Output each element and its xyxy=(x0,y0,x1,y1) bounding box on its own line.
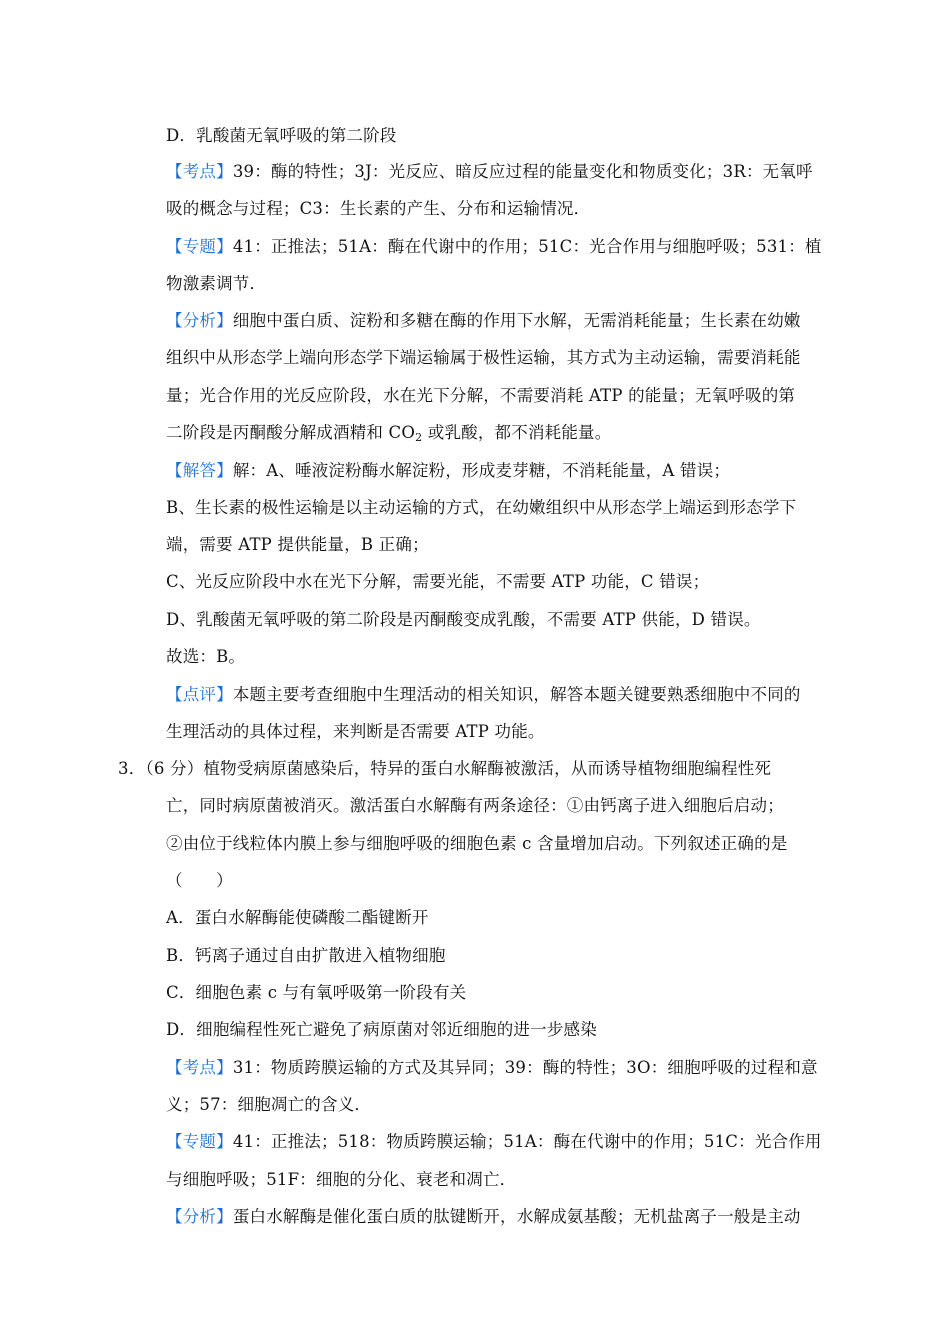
jieda-tag: 【解答】 xyxy=(166,461,233,480)
text-line: 与细胞呼吸；51F：细胞的分化、衰老和凋亡． xyxy=(166,1170,517,1189)
fenxi-line: 【分析】蛋白水解酶是催化蛋白质的肽键断开，水解成氨基酸；无机盐离子一般是主动 xyxy=(166,1207,801,1226)
kaodian-tag: 【考点】 xyxy=(166,1058,233,1077)
option-a: A．蛋白水解酶能使磷酸二酯键断开 xyxy=(166,908,429,927)
text-line: 亡，同时病原菌被消灭。激活蛋白水解酶有两条途径：①由钙离子进入细胞后启动； xyxy=(166,796,784,815)
text-line: B、生长素的极性运输是以主动运输的方式，在幼嫩组织中从形态学上端运到形态学下 xyxy=(166,498,797,517)
dianping-tag: 【点评】 xyxy=(166,685,233,704)
text-line: 二阶段是丙酮酸分解成酒精和 $CO_2$ 或乳酸，都不消耗能量。 xyxy=(166,423,612,444)
text-line: 物激素调节． xyxy=(166,274,267,293)
text-line: 组织中从形态学上端向形态学下端运输属于极性运输，其方式为主动运输，需要消耗能 xyxy=(166,348,801,367)
text-line: 生理活动的具体过程，来判断是否需要 ATP 功能。 xyxy=(166,722,545,741)
text-line: 义；57：细胞凋亡的含义． xyxy=(166,1095,372,1114)
fenxi-tag: 【分析】 xyxy=(166,1207,233,1226)
answer-line: 故选：B。 xyxy=(166,647,246,666)
text-line: D、乳酸菌无氧呼吸的第二阶段是丙酮酸变成乳酸，不需要 ATP 供能，D 错误。 xyxy=(166,610,761,629)
zhuanti-tag: 【专题】 xyxy=(166,237,233,256)
fenxi-line: 【分析】细胞中蛋白质、淀粉和多糖在酶的作用下水解，无需消耗能量；生长素在幼嫩 xyxy=(166,311,801,330)
text-line: 吸的概念与过程；C3：生长素的产生、分布和运输情况． xyxy=(166,199,591,218)
option-b: B．钙离子通过自由扩散进入植物细胞 xyxy=(166,946,446,965)
kaodian-tag: 【考点】 xyxy=(166,162,233,181)
zhuanti-line: 【专题】41：正推法；518：物质跨膜运输；51A：酶在代谢中的作用；51C：光合作用 xyxy=(166,1132,822,1151)
option-c: C．细胞色素 c 与有氧呼吸第一阶段有关 xyxy=(166,983,467,1002)
text-line: ②由位于线粒体内膜上参与细胞呼吸的细胞色素 c 含量增加启动。下列叙述正确的是 xyxy=(166,834,788,853)
kaodian-line: 【考点】31：物质跨膜运输的方式及其异同；39：酶的特性；3O：细胞呼吸的过程和意 xyxy=(166,1058,818,1077)
answer-brackets: （ ） xyxy=(166,871,233,890)
zhuanti-tag: 【专题】 xyxy=(166,1132,233,1151)
text-line: 端，需要 ATP 提供能量，B 正确； xyxy=(166,535,429,554)
text-line: C、光反应阶段中水在光下分解，需要光能，不需要 ATP 功能，C 错误； xyxy=(166,572,710,591)
option-d-line: D．乳酸菌无氧呼吸的第二阶段 xyxy=(166,126,397,145)
question-3-stem: 3．（6 分）植物受病原菌感染后，特异的蛋白水解酶被激活，从而诱导植物细胞编程性死 xyxy=(118,759,772,778)
jieda-line: 【解答】解：A、唾液淀粉酶水解淀粉，形成麦芽糖，不消耗能量，A 错误； xyxy=(166,461,731,480)
fenxi-tag: 【分析】 xyxy=(166,311,233,330)
text-line: 量；光合作用的光反应阶段，水在光下分解，不需要消耗 ATP 的能量；无氧呼吸的第 xyxy=(166,386,796,405)
option-d: D．细胞编程性死亡避免了病原菌对邻近细胞的进一步感染 xyxy=(166,1020,597,1039)
dianping-line: 【点评】本题主要考查细胞中生理活动的相关知识，解答本题关键要熟悉细胞中不同的 xyxy=(166,685,801,704)
zhuanti-line: 【专题】41：正推法；51A：酶在代谢中的作用；51C：光合作用与细胞呼吸；531：植 xyxy=(166,237,822,256)
kaodian-line: 【考点】39：酶的特性；3J：光反应、暗反应过程的能量变化和物质变化；3R：无氧呼 xyxy=(166,162,813,181)
